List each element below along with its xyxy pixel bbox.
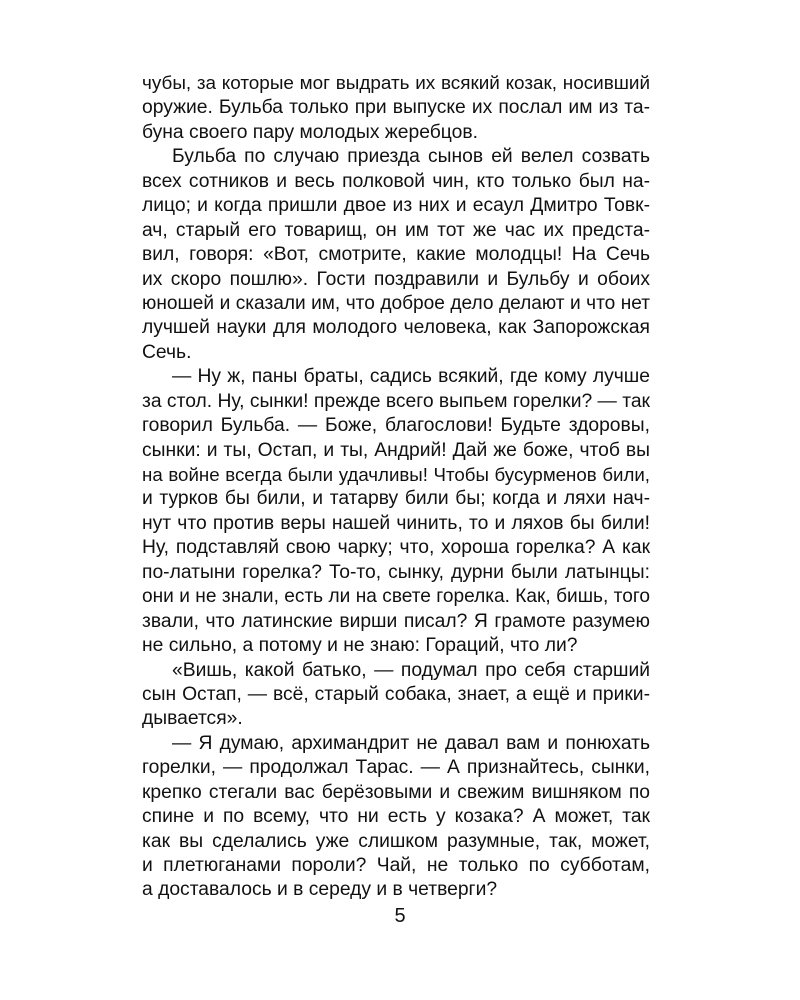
text-line: не сильно, а потому и не знаю: Гораций, что ли? bbox=[142, 635, 578, 657]
page-body bbox=[142, 72, 650, 903]
text-line: — Ну ж, паны браты, садись всякий, где кому лучше bbox=[172, 366, 650, 388]
text-line: спине и по всему, что ни есть у козака? А может, так bbox=[142, 806, 650, 828]
text-line: звали, что латинские вирши писал? Я грамоте разумею bbox=[142, 610, 650, 632]
paragraph-4 bbox=[142, 659, 650, 732]
text-line: лицо; и когда пришли двое из них и есаул Дмитро Товк- bbox=[142, 195, 650, 217]
text-line: по-латыни горелка? То-то, сынку, дурни были латынцы: bbox=[142, 561, 650, 583]
text-line: они и не знали, есть ли на свете горелка. Как, бишь, того bbox=[142, 586, 650, 608]
text-line: сынки: и ты, Остап, и ты, Андрий! Дай же боже, чтоб вы bbox=[142, 439, 650, 461]
text-line: и турков бы били, и татарву били бы; когда и ляхи нач- bbox=[142, 488, 650, 510]
text-line: ач, старый его товарищ, он им тот же час их предста- bbox=[142, 219, 650, 241]
text-line: Ну, подставляй свою чарку; что, хороша горелка? А как bbox=[142, 537, 650, 559]
text-line: Бульба по случаю приезда сынов ей велел созвать bbox=[172, 146, 650, 168]
text-line: их скоро пошлю». Гости поздравили и Бульбу и обоих bbox=[142, 268, 650, 290]
text-line: дывается». bbox=[142, 708, 243, 730]
text-line: как вы сделались уже слишком разумные, так, может, bbox=[142, 830, 650, 852]
text-line: и плетюганами пороли? Чай, не только по субботам, bbox=[142, 855, 650, 876]
text-line: — Я думаю, архимандрит не давал вам и понюхать bbox=[172, 732, 650, 754]
text-line: юношей и сказали им, что доброе дело делают и что нет bbox=[142, 292, 650, 314]
text-line: лучшей науки для молодого человека, как Запорожская bbox=[142, 317, 650, 339]
page-number: 5 bbox=[394, 905, 406, 927]
text-line: сын Остап, — всё, старый собака, знает, а ещё и прики- bbox=[142, 683, 650, 705]
text-line: чубы, за которые мог выдрать их всякий козак, носивший bbox=[142, 73, 650, 94]
text-line: а доставалось и в середу и в четверги? bbox=[142, 879, 498, 901]
paragraph-1 bbox=[142, 72, 650, 145]
text-line: горелки, — продолжал Тарас. — А признайтесь, сынки, bbox=[142, 757, 650, 779]
text-line: «Вишь, какой батько, — подумал про себя старший bbox=[172, 659, 650, 681]
paragraph-3 bbox=[142, 365, 650, 658]
text-line: нут что против веры нашей чинить, то и ляхов бы били! bbox=[142, 512, 650, 534]
text-line: крепко стегали вас берёзовыми и свежим вишняком по bbox=[142, 781, 650, 803]
text-line: на войне всегда были удачливы! Чтобы бусурменов били, bbox=[142, 464, 650, 485]
paragraph-5 bbox=[142, 732, 650, 903]
text-line: всех сотников и весь полковой чин, кто только был на- bbox=[142, 170, 650, 192]
paragraph-2 bbox=[142, 145, 650, 365]
text-line: Сечь. bbox=[142, 341, 192, 363]
text-line: оружие. Бульба только при выпуске их послал им из та- bbox=[142, 97, 650, 119]
text-line: за стол. Ну, сынки! прежде всего выпьем горелки? — так bbox=[142, 390, 650, 412]
text-line: говорил Бульба. — Боже, благослови! Будьте здоровы, bbox=[142, 415, 650, 437]
text-line: вил, говоря: «Вот, смотрите, какие молодцы! На Сечь bbox=[142, 244, 650, 266]
text-line: буна своего пару молодых жеребцов. bbox=[142, 121, 478, 143]
